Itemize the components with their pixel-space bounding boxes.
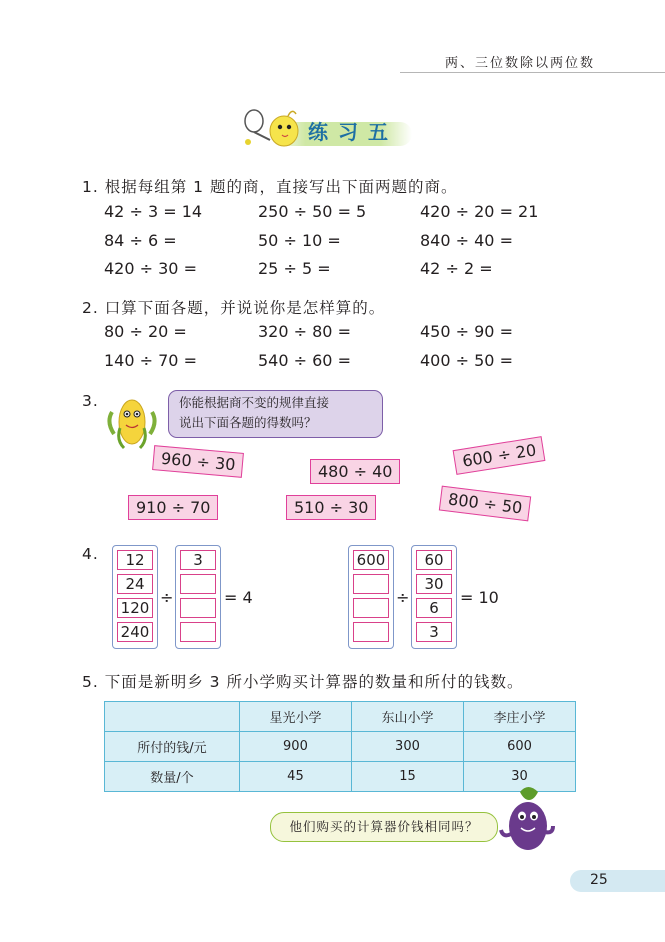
q4-right-divide-sign: ÷ <box>396 588 410 607</box>
q1-eq-0-0: 42 ÷ 3 = 14 <box>104 202 203 221</box>
q3-bubble-line2: 说出下面各题的得数吗？ <box>179 415 317 430</box>
q4-right-divisor-0: 60 <box>416 550 452 570</box>
table-header-row <box>105 702 576 732</box>
q2-prompt <box>82 296 385 318</box>
q2-number: 2. <box>82 299 99 317</box>
table-header-cell <box>105 702 240 732</box>
table-header-cell: 李庄小学 <box>463 702 575 732</box>
q4-right-divisor-3: 3 <box>416 622 452 642</box>
q5-text: 下面是新明乡 3 所小学购买计算器的数量和所付的钱数。 <box>104 673 524 691</box>
table-row <box>105 732 576 762</box>
table-cell: 30 <box>463 762 575 792</box>
q4-right-divisor-stack <box>411 545 457 649</box>
q5-prompt <box>82 670 523 692</box>
q4-left-dividend-3: 240 <box>117 622 153 642</box>
q3-card-5: 800 ÷ 50 <box>439 486 532 522</box>
q4-number: 4. <box>82 545 99 563</box>
q4-left-dividend-0: 12 <box>117 550 153 570</box>
q4-left-divisor-0: 3 <box>180 550 216 570</box>
q1-eq-1-1: 50 ÷ 10 = <box>258 231 341 250</box>
q3-bubble-line1: 你能根据商不变的规律直接 <box>179 395 330 410</box>
q2-text: 口算下面各题，并说说你是怎样算的。 <box>104 299 386 317</box>
q4-right-dividend-1[interactable] <box>353 574 389 594</box>
table-cell: 600 <box>463 732 575 762</box>
table-header-cell: 星光小学 <box>239 702 351 732</box>
q4-left-divide-sign: ÷ <box>160 588 174 607</box>
table-cell: 15 <box>351 762 463 792</box>
q3-speech-bubble <box>168 390 383 438</box>
q4-right-result: = 10 <box>460 588 499 607</box>
q4-left-divisor-3[interactable] <box>180 622 216 642</box>
q5-speech-bubble: 他们购买的计算器价钱相同吗？ <box>270 812 498 842</box>
q1-eq-2-0: 420 ÷ 30 = <box>104 259 197 278</box>
chapter-header: 两、三位数除以两位数 <box>444 56 595 71</box>
table-cell: 所付的钱/元 <box>105 732 240 762</box>
q5-table <box>104 701 576 792</box>
q1-eq-0-2: 420 ÷ 20 = 21 <box>420 202 539 221</box>
chick-tennis-icon <box>240 104 302 150</box>
q1-eq-2-2: 42 ÷ 2 = <box>420 259 493 278</box>
q2-eq-1-1: 540 ÷ 60 = <box>258 351 351 370</box>
q4-left-dividend-2: 120 <box>117 598 153 618</box>
q2-eq-1-0: 140 ÷ 70 = <box>104 351 197 370</box>
q3-card-0: 960 ÷ 30 <box>152 445 244 478</box>
q4-left-divisor-1[interactable] <box>180 574 216 594</box>
q1-eq-1-0: 84 ÷ 6 = <box>104 231 177 250</box>
q1-text: 根据每组第 1 题的商，直接写出下面两题的商。 <box>104 178 458 196</box>
table-cell: 900 <box>239 732 351 762</box>
q4-left-divisor-stack <box>175 545 221 649</box>
q1-eq-2-1: 25 ÷ 5 = <box>258 259 331 278</box>
q3-card-1: 480 ÷ 40 <box>310 459 400 484</box>
page-number: 25 <box>590 872 608 888</box>
table-cell: 300 <box>351 732 463 762</box>
q1-number: 1. <box>82 178 99 196</box>
q2-eq-0-0: 80 ÷ 20 = <box>104 322 187 341</box>
q4-right-dividend-0: 600 <box>353 550 389 570</box>
table-header-cell: 东山小学 <box>351 702 463 732</box>
q3-card-4: 510 ÷ 30 <box>286 495 376 520</box>
page-number-tab <box>570 870 665 892</box>
table-cell: 45 <box>239 762 351 792</box>
q3-card-3: 910 ÷ 70 <box>128 495 218 520</box>
table-cell: 数量/个 <box>105 762 240 792</box>
q4-right-divisor-2: 6 <box>416 598 452 618</box>
q1-prompt <box>82 175 457 197</box>
q4-right-divisor-1: 30 <box>416 574 452 594</box>
q1-eq-0-1: 250 ÷ 50 = 5 <box>258 202 367 221</box>
q4-left-result: = 4 <box>224 588 253 607</box>
title-area <box>240 104 430 150</box>
q3-card-2: 600 ÷ 20 <box>453 436 546 475</box>
q4-right-dividend-3[interactable] <box>353 622 389 642</box>
q3-number: 3. <box>82 392 99 410</box>
q2-eq-0-1: 320 ÷ 80 = <box>258 322 351 341</box>
eggplant-character-icon <box>498 782 558 854</box>
q4-left-divisor-2[interactable] <box>180 598 216 618</box>
corn-character-icon <box>104 392 160 452</box>
q4-left-dividend-1: 24 <box>117 574 153 594</box>
q4-right-dividend-stack <box>348 545 394 649</box>
q4-left-dividend-stack <box>112 545 158 649</box>
q5-number: 5. <box>82 673 99 691</box>
header-rule <box>400 72 665 73</box>
q2-eq-0-2: 450 ÷ 90 = <box>420 322 513 341</box>
q2-eq-1-2: 400 ÷ 50 = <box>420 351 513 370</box>
q1-eq-1-2: 840 ÷ 40 = <box>420 231 513 250</box>
q4-right-dividend-2[interactable] <box>353 598 389 618</box>
page-title: 练习五 <box>308 120 398 144</box>
